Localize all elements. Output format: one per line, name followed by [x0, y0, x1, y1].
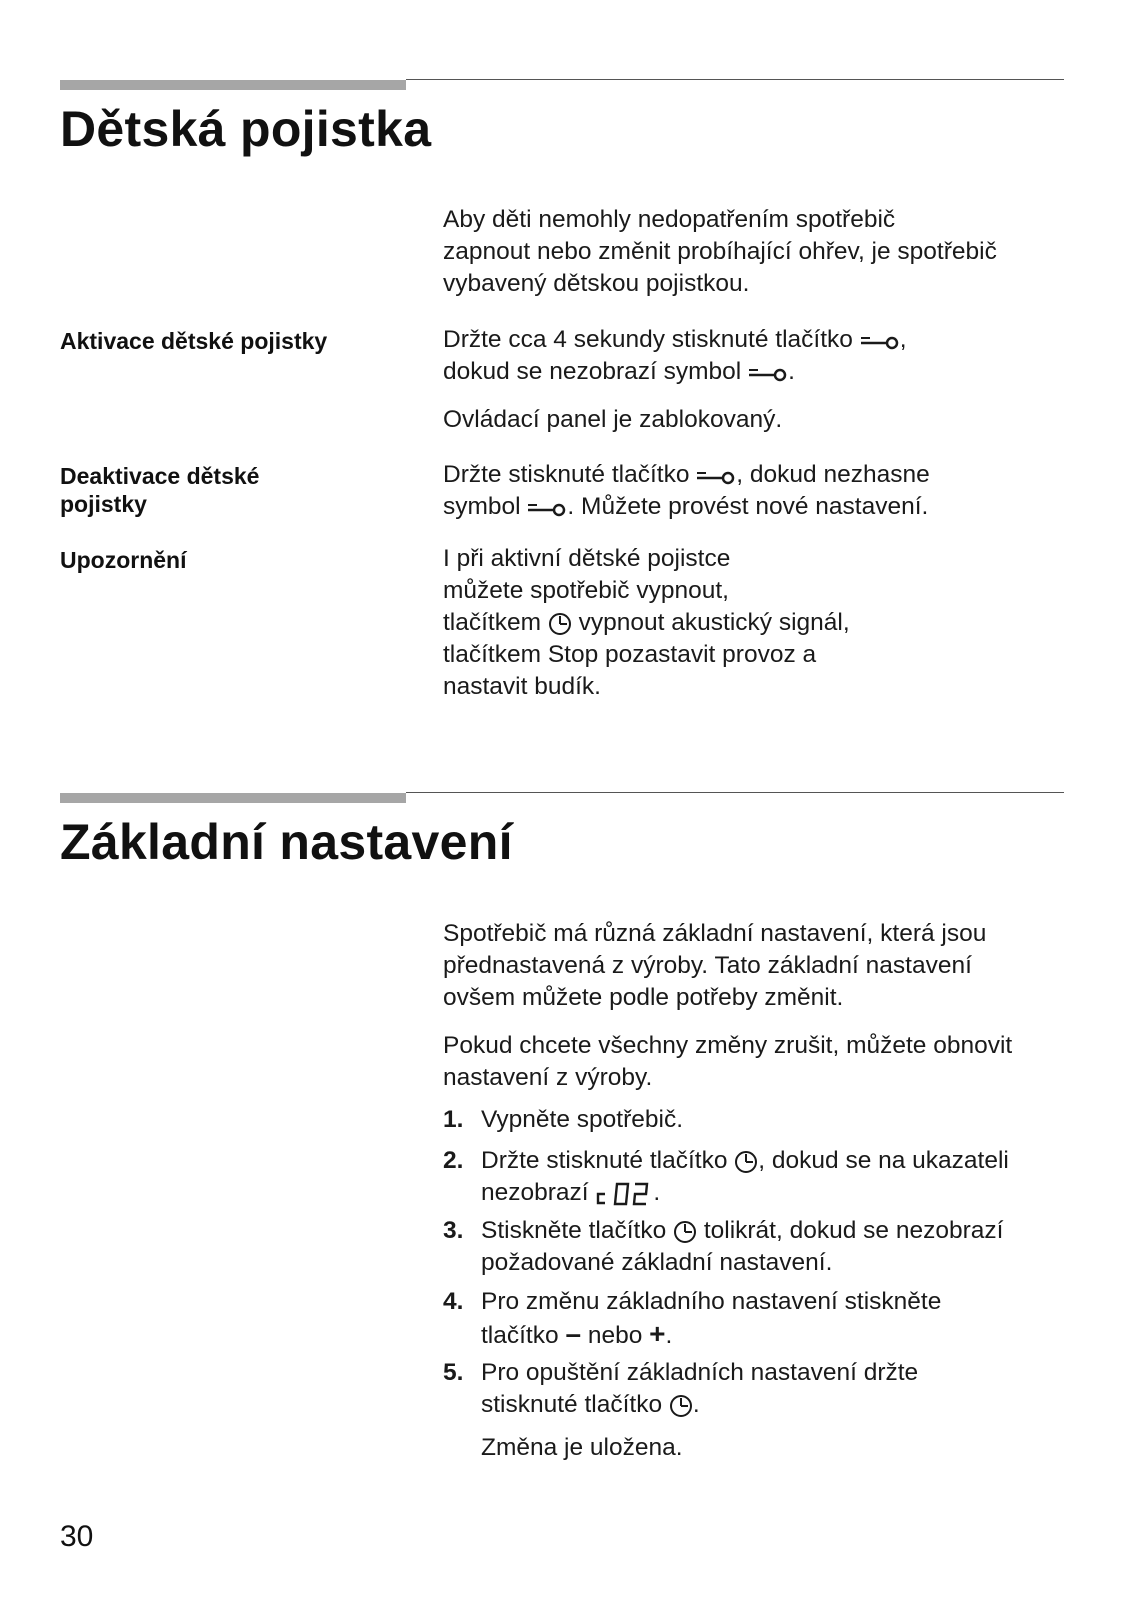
deactivation-text: Držte stisknuté tlačítko , dokud nezhasne symbol . Můžete provést nové nastavení. [443, 461, 930, 520]
minus-symbol: – [565, 1318, 582, 1349]
clock-icon [673, 1220, 697, 1244]
clock-icon [734, 1150, 758, 1174]
plus-symbol: + [649, 1318, 666, 1349]
result-text: Změna je uložena. [481, 1434, 683, 1461]
deactivation-label: Deaktivace dětské pojistky [60, 463, 260, 517]
section-rule-accent [60, 793, 406, 803]
section-rule [406, 792, 1064, 793]
notice-label: Upozornění [60, 547, 187, 573]
page-number: 30 [60, 1520, 94, 1553]
notice-text: I při aktivní dětské pojistce můžete spotřebič vypnout, tlačítkem vypnout akustický signál, tlačítkem Stop pozastavit provoz a nastavit budík. [443, 545, 850, 700]
key-icon [860, 332, 900, 350]
section-rule-accent [60, 80, 406, 90]
activation-text: Držte cca 4 sekundy stisknuté tlačítko , dokud se nezobrazí symbol . [443, 326, 907, 385]
key-icon [696, 467, 736, 485]
display-code-c02 [595, 1181, 653, 1207]
clock-icon [669, 1394, 693, 1418]
section-title-basic-settings: Základní nastavení [60, 814, 513, 870]
key-icon [748, 364, 788, 382]
clock-icon [548, 612, 572, 636]
factory-reset-text: Pokud chcete všechny změny zrušit, můžete obnovit nastavení z výroby. [443, 1032, 1013, 1091]
section-title-child-lock: Dětská pojistka [60, 101, 432, 157]
panel-locked-text: Ovládací panel je zablokovaný. [443, 406, 783, 433]
section-rule [406, 79, 1064, 80]
basic-settings-intro: Spotřebič má různá základní nastavení, která jsou přednastavená z výroby. Tato základní nastavení ovšem můžete podle potřeby změnit. [443, 920, 987, 1011]
key-icon [527, 499, 567, 517]
child-lock-intro: Aby děti nemohly nedopatřením spotřebič zapnout nebo změnit probíhající ohřev, je spotřebič vybavený dětskou pojistkou. [443, 206, 997, 297]
activation-label: Aktivace dětské pojistky [60, 328, 328, 354]
